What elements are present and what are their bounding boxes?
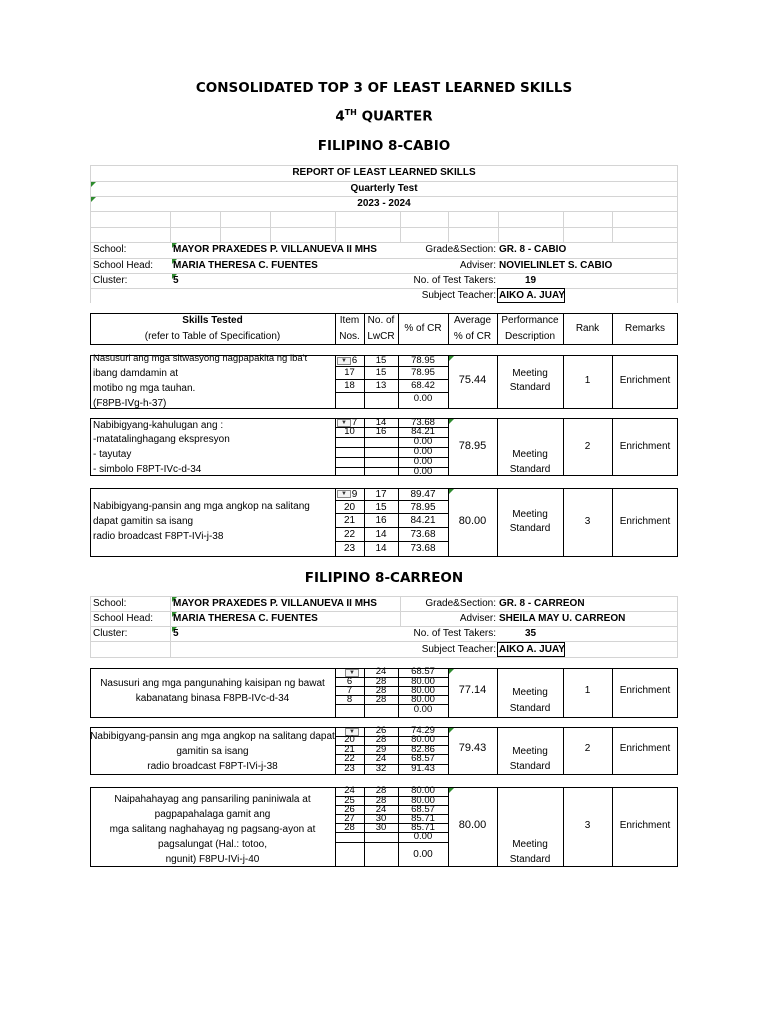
pct-cr: 0.00 bbox=[413, 436, 433, 447]
col-average: Average bbox=[453, 315, 492, 326]
performance-line2: Standard bbox=[509, 761, 551, 772]
item-no: 9 bbox=[351, 489, 358, 500]
col-pct-cr: % of CR bbox=[404, 323, 442, 334]
school-head-name: MARIA THERESA C. FUENTES bbox=[173, 260, 318, 271]
average-pct: 78.95 bbox=[458, 440, 487, 452]
skill-text: - tayutay bbox=[93, 449, 132, 460]
col-item: Item bbox=[339, 315, 360, 326]
performance-line1: Meeting bbox=[512, 839, 548, 850]
lwcr-count: 28 bbox=[375, 785, 387, 796]
school-head-label: School Head: bbox=[93, 260, 154, 271]
remarks-value: Enrichment bbox=[619, 375, 671, 386]
item-no: 27 bbox=[344, 813, 355, 824]
lwcr-count: 29 bbox=[375, 744, 387, 755]
col-item-nos: Nos. bbox=[339, 331, 360, 342]
skill-text: gamitin sa isang bbox=[176, 746, 249, 757]
item-no: 22 bbox=[344, 753, 355, 764]
performance-line2: Standard bbox=[509, 464, 551, 475]
lwcr-count: 14 bbox=[375, 529, 387, 540]
rank-value: 2 bbox=[584, 743, 591, 754]
item-no: 10 bbox=[344, 426, 355, 437]
remarks-value: Enrichment bbox=[619, 441, 671, 452]
skill-text: Nasusuri ang mga sitwasyong nagpapakita ng iba't bbox=[93, 353, 308, 364]
lwcr-count: 24 bbox=[375, 666, 387, 677]
lwcr-count: 28 bbox=[375, 795, 387, 806]
dropdown-icon[interactable]: ▼ bbox=[337, 419, 351, 427]
quarter-suffix: TH bbox=[344, 108, 357, 117]
item-no: 6 bbox=[346, 676, 353, 687]
performance-line2: Standard bbox=[509, 854, 551, 865]
item-no: 7 bbox=[346, 685, 353, 696]
pct-cr: 80.00 bbox=[411, 694, 435, 705]
performance-line2: Standard bbox=[509, 523, 551, 534]
adviser-name: SHEILA MAY U. CARREON bbox=[499, 613, 626, 624]
skill-text: - simbolo F8PT-IVc-d-34 bbox=[93, 464, 202, 475]
average-pct: 80.00 bbox=[458, 819, 487, 831]
col-rank: Rank bbox=[575, 323, 600, 334]
col-performance: Performance bbox=[501, 315, 559, 326]
rank-value: 2 bbox=[584, 441, 591, 452]
lwcr-count: 15 bbox=[375, 367, 387, 378]
pct-cr: 84.21 bbox=[410, 515, 436, 526]
pct-cr: 78.95 bbox=[411, 355, 435, 366]
pct-cr: 68.57 bbox=[411, 804, 435, 815]
lwcr-count: 14 bbox=[375, 417, 387, 428]
quarter-number: 4 bbox=[335, 108, 345, 125]
pct-cr: 68.42 bbox=[411, 380, 435, 391]
test-takers-label: No. of Test Takers: bbox=[413, 275, 496, 286]
skill-text: dapat gamitin sa isang bbox=[93, 516, 194, 527]
pct-cr: 78.95 bbox=[411, 367, 435, 378]
subject-teacher-name: AIKO A. JUAY bbox=[499, 644, 565, 655]
item-no: 21 bbox=[344, 744, 355, 755]
skill-text: radio broadcast F8PT-IVi-j-38 bbox=[93, 531, 224, 542]
lwcr-count: 15 bbox=[375, 502, 387, 513]
pct-cr: 89.47 bbox=[410, 489, 436, 500]
report-title: REPORT OF LEAST LEARNED SKILLS bbox=[292, 167, 476, 178]
subject-teacher-label: Subject Teacher: bbox=[421, 644, 496, 655]
pct-cr: 0.00 bbox=[413, 456, 433, 467]
dropdown-icon[interactable]: ▼ bbox=[337, 357, 351, 365]
average-pct: 79.43 bbox=[458, 742, 487, 754]
skill-text: Nasusuri ang mga pangunahing kaisipan ng bawat bbox=[100, 678, 325, 689]
cluster-label: Cluster: bbox=[93, 628, 128, 639]
skill-text: radio broadcast F8PT-IVi-j-38 bbox=[147, 761, 278, 772]
cluster-label: Cluster: bbox=[93, 275, 128, 286]
pct-cr: 80.00 bbox=[411, 795, 435, 806]
lwcr-count: 16 bbox=[375, 515, 387, 526]
item-no: 18 bbox=[344, 380, 355, 391]
lwcr-count: 16 bbox=[375, 426, 387, 437]
rank-value: 1 bbox=[584, 375, 591, 386]
pct-cr: 74.29 bbox=[411, 725, 435, 736]
col-remarks: Remarks bbox=[624, 323, 665, 334]
dropdown-icon[interactable]: ▼ bbox=[337, 490, 351, 498]
lwcr-count: 15 bbox=[375, 355, 387, 366]
lwcr-count: 28 bbox=[375, 694, 387, 705]
item-no: 17 bbox=[344, 367, 355, 378]
performance-line2: Standard bbox=[509, 703, 551, 714]
pct-cr: 0.00 bbox=[413, 849, 433, 860]
pct-cr: 0.00 bbox=[413, 831, 433, 842]
pct-cr: 73.68 bbox=[410, 543, 436, 554]
skill-text: motibo ng mga tauhan. bbox=[93, 383, 196, 394]
cluster-value: 5 bbox=[173, 628, 179, 639]
performance-line1: Meeting bbox=[512, 746, 548, 757]
item-no: 6 bbox=[351, 355, 358, 366]
item-no: 8 bbox=[346, 694, 353, 705]
test-takers-label: No. of Test Takers: bbox=[413, 628, 496, 639]
cluster-value: 5 bbox=[173, 275, 179, 286]
lwcr-count: 13 bbox=[375, 380, 387, 391]
pct-cr: 80.00 bbox=[411, 685, 435, 696]
grade-section-label: Grade&Section: bbox=[425, 598, 496, 609]
skill-text: kabanatang binasa F8PB-IVc-d-34 bbox=[135, 693, 290, 704]
skill-text: pagpapahalaga gamit ang bbox=[154, 809, 271, 820]
performance-line1: Meeting bbox=[512, 449, 548, 460]
school-label: School: bbox=[93, 244, 127, 255]
lwcr-count: 32 bbox=[375, 763, 387, 774]
pct-cr: 84.21 bbox=[411, 426, 435, 437]
document-title: CONSOLIDATED TOP 3 OF LEAST LEARNED SKILLS bbox=[195, 80, 573, 96]
grade-section-value: GR. 8 - CABIO bbox=[499, 244, 567, 255]
col-lwcr: LwCR bbox=[367, 331, 395, 342]
rank-value: 3 bbox=[584, 820, 591, 831]
lwcr-count: 28 bbox=[375, 734, 387, 745]
pct-cr: 82.86 bbox=[411, 744, 435, 755]
subject-teacher-label: Subject Teacher: bbox=[421, 290, 496, 301]
item-no: 23 bbox=[343, 543, 356, 554]
skill-text: ibang damdamin at bbox=[93, 368, 179, 379]
pct-cr: 91.43 bbox=[411, 763, 435, 774]
item-no: 23 bbox=[344, 763, 355, 774]
test-takers-value: 19 bbox=[524, 275, 537, 286]
performance-line1: Meeting bbox=[512, 509, 548, 520]
average-pct: 77.14 bbox=[458, 684, 487, 696]
skill-text: Nabibigyang-pansin ang mga angkop na salitang bbox=[93, 501, 310, 512]
school-name: MAYOR PRAXEDES P. VILLANUEVA II MHS bbox=[173, 244, 377, 255]
pct-cr: 85.71 bbox=[411, 813, 435, 824]
school-name: MAYOR PRAXEDES P. VILLANUEVA II MHS bbox=[173, 598, 377, 609]
lwcr-count: 17 bbox=[375, 489, 387, 500]
item-no: 24 bbox=[344, 785, 355, 796]
skill-text: Nabibigyang-kahulugan ang : bbox=[93, 420, 224, 431]
item-no: 22 bbox=[343, 529, 356, 540]
quarter-title bbox=[0, 108, 768, 125]
grade-section-label: Grade&Section: bbox=[425, 244, 496, 255]
report-subtitle: Quarterly Test bbox=[350, 183, 418, 194]
lwcr-count: 30 bbox=[375, 813, 387, 824]
pct-cr: 68.57 bbox=[411, 753, 435, 764]
grade-section-value: GR. 8 - CARREON bbox=[499, 598, 585, 609]
pct-cr: 68.57 bbox=[411, 666, 435, 677]
item-no: 28 bbox=[344, 822, 355, 833]
dropdown-icon[interactable]: ▼ bbox=[345, 728, 359, 736]
col-skills-tested: Skills Tested bbox=[182, 315, 243, 326]
lwcr-count: 14 bbox=[375, 543, 387, 554]
school-year: 2023 - 2024 bbox=[357, 198, 411, 209]
performance-line2: Standard bbox=[509, 382, 551, 393]
adviser-label: Adviser: bbox=[459, 613, 496, 624]
col-no-of: No. of bbox=[367, 315, 395, 326]
item-no: 20 bbox=[343, 502, 356, 513]
pct-cr: 80.00 bbox=[411, 785, 435, 796]
subject-teacher-name: AIKO A. JUAY bbox=[499, 290, 565, 301]
adviser-name: NOVIELINLET S. CABIO bbox=[499, 260, 613, 271]
col-description: Description bbox=[504, 331, 556, 342]
lwcr-count: 30 bbox=[375, 822, 387, 833]
pct-cr: 0.00 bbox=[413, 704, 433, 715]
rank-value: 1 bbox=[584, 685, 591, 696]
lwcr-count: 26 bbox=[375, 725, 387, 736]
pct-cr: 0.00 bbox=[413, 446, 433, 457]
average-pct: 80.00 bbox=[458, 515, 487, 527]
remarks-value: Enrichment bbox=[619, 743, 671, 754]
item-no: 26 bbox=[344, 804, 355, 815]
school-label: School: bbox=[93, 598, 127, 609]
lwcr-count: 28 bbox=[375, 676, 387, 687]
quarter-word: QUARTER bbox=[356, 108, 433, 125]
skill-text: ngunit) F8PU-IVi-j-40 bbox=[165, 854, 260, 865]
col-skills-ref: (refer to Table of Specification) bbox=[144, 331, 281, 342]
skill-text: -matatalinghagang ekspresyon bbox=[93, 434, 230, 445]
dropdown-icon[interactable]: ▼ bbox=[345, 669, 359, 677]
skill-text: pagsalungat (Hal.: totoo, bbox=[158, 839, 267, 850]
item-no: 21 bbox=[343, 515, 356, 526]
test-takers-value: 35 bbox=[524, 628, 537, 639]
pct-cr: 73.68 bbox=[410, 529, 436, 540]
skill-text: mga salitang naghahayag ng pagsang-ayon at bbox=[109, 824, 316, 835]
remarks-value: Enrichment bbox=[619, 516, 671, 527]
pct-cr: 73.68 bbox=[411, 417, 435, 428]
section-heading-cabio: FILIPINO 8-CABIO bbox=[317, 138, 451, 154]
performance-line1: Meeting bbox=[512, 687, 548, 698]
pct-cr: 0.00 bbox=[413, 466, 433, 477]
item-no: 20 bbox=[344, 734, 355, 745]
item-no: 25 bbox=[344, 795, 355, 806]
average-pct: 75.44 bbox=[458, 374, 487, 386]
skill-text: (F8PB-IVg-h-37) bbox=[93, 398, 167, 409]
skill-text: Naipahahayag ang pansariling paniniwala at bbox=[114, 794, 311, 805]
pct-cr: 78.95 bbox=[410, 502, 436, 513]
remarks-value: Enrichment bbox=[619, 820, 671, 831]
rank-value: 3 bbox=[584, 516, 591, 527]
section-heading-carreon: FILIPINO 8-CARREON bbox=[304, 570, 464, 586]
pct-cr: 0.00 bbox=[413, 393, 433, 404]
item-no: 7 bbox=[351, 417, 358, 428]
school-head-label: School Head: bbox=[93, 613, 154, 624]
adviser-label: Adviser: bbox=[459, 260, 496, 271]
remarks-value: Enrichment bbox=[619, 685, 671, 696]
lwcr-count: 24 bbox=[375, 753, 387, 764]
skill-text: Nabibigyang-pansin ang mga angkop na salitang dapat bbox=[90, 731, 335, 742]
pct-cr: 80.00 bbox=[411, 734, 435, 745]
lwcr-count: 28 bbox=[375, 685, 387, 696]
lwcr-count: 24 bbox=[375, 804, 387, 815]
pct-cr: 80.00 bbox=[411, 676, 435, 687]
pct-cr: 85.71 bbox=[411, 822, 435, 833]
col-average-pct: % of CR bbox=[453, 331, 492, 342]
school-head-name: MARIA THERESA C. FUENTES bbox=[173, 613, 318, 624]
performance-line1: Meeting bbox=[512, 368, 548, 379]
